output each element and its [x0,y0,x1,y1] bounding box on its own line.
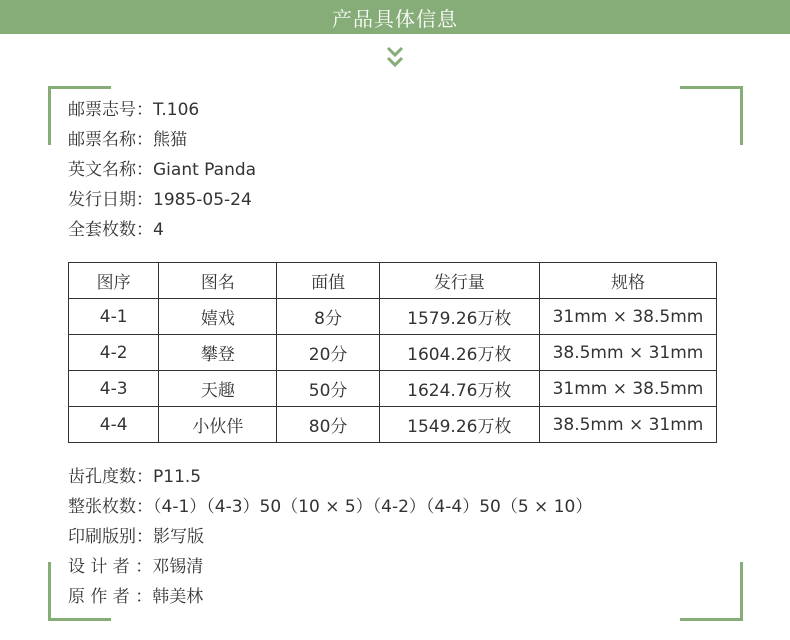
info-value: （4-1）（4-3）50（10 × 5）（4-2）（4-4）50（5 × 10） [153,497,593,517]
table-header-row [69,263,717,299]
info-row-designer [68,552,592,582]
table-header-cell: 发行量 [379,263,539,299]
table-row [69,299,717,335]
info-row-issue-date [68,185,256,215]
table-cell: 4-2 [69,335,159,371]
table-cell: 50分 [277,371,379,407]
table-cell: 小伙伴 [159,407,277,443]
info-label: 邮票志号： [68,100,153,120]
table-header-cell: 图序 [69,263,159,299]
stamp-info-top [68,95,256,245]
info-row-sheet-count [68,492,592,522]
info-value: 韩美林 [152,587,204,607]
table-header-cell: 图名 [159,263,277,299]
info-label: 设 计 者 ： [68,557,153,577]
table-cell: 31mm × 38.5mm [539,299,716,335]
section-header [0,0,790,34]
info-value: 熊猫 [153,130,187,150]
table-header-cell: 规格 [539,263,716,299]
table-cell: 4-1 [69,299,159,335]
stamp-info-bottom [68,462,592,612]
table-header-cell: 面值 [277,263,379,299]
info-label: 英文名称： [68,160,153,180]
info-row-stamp-name [68,125,256,155]
info-label: 全套枚数： [68,220,153,240]
info-value: 4 [153,220,164,240]
info-row-original-artist [68,582,592,612]
table-cell: 31mm × 38.5mm [539,371,716,407]
section-title: 产品具体信息 [332,6,458,31]
info-value: 1985-05-24 [153,190,252,210]
info-row-printing [68,522,592,552]
table-cell: 攀登 [159,335,277,371]
info-value: 邓锡清 [152,557,204,577]
table-cell: 天趣 [159,371,277,407]
info-label: 发行日期： [68,190,153,210]
info-row-perforation [68,462,592,492]
frame-corner-top-right [680,86,743,145]
info-value: Giant Panda [153,160,257,180]
info-label: 邮票名称： [68,130,153,150]
table-row [69,407,717,443]
info-label: 原 作 者 ： [68,587,153,607]
table-cell: 4-4 [69,407,159,443]
table-cell: 嬉戏 [159,299,277,335]
info-row-stamp-number [68,95,256,125]
info-label: 印刷版别： [68,527,153,547]
table-cell: 1604.26万枚 [379,335,539,371]
double-chevron-down-icon [385,44,405,72]
info-value: P11.5 [153,467,202,487]
info-row-set-count [68,215,256,245]
table-cell: 38.5mm × 31mm [539,335,716,371]
table-cell: 1579.26万枚 [379,299,539,335]
table-cell: 1624.76万枚 [379,371,539,407]
table-row [69,335,717,371]
info-value: 影写版 [153,527,204,547]
table-cell: 20分 [277,335,379,371]
info-value: T.106 [153,100,200,120]
stamp-specs-table [68,262,717,443]
info-row-english-name [68,155,256,185]
info-label: 整张枚数： [68,497,153,517]
info-label: 齿孔度数： [68,467,153,487]
table-cell: 38.5mm × 31mm [539,407,716,443]
table-cell: 8分 [277,299,379,335]
table-cell: 80分 [277,407,379,443]
table-row [69,371,717,407]
frame-corner-bottom-right [680,562,743,621]
table-cell: 1549.26万枚 [379,407,539,443]
table-cell: 4-3 [69,371,159,407]
